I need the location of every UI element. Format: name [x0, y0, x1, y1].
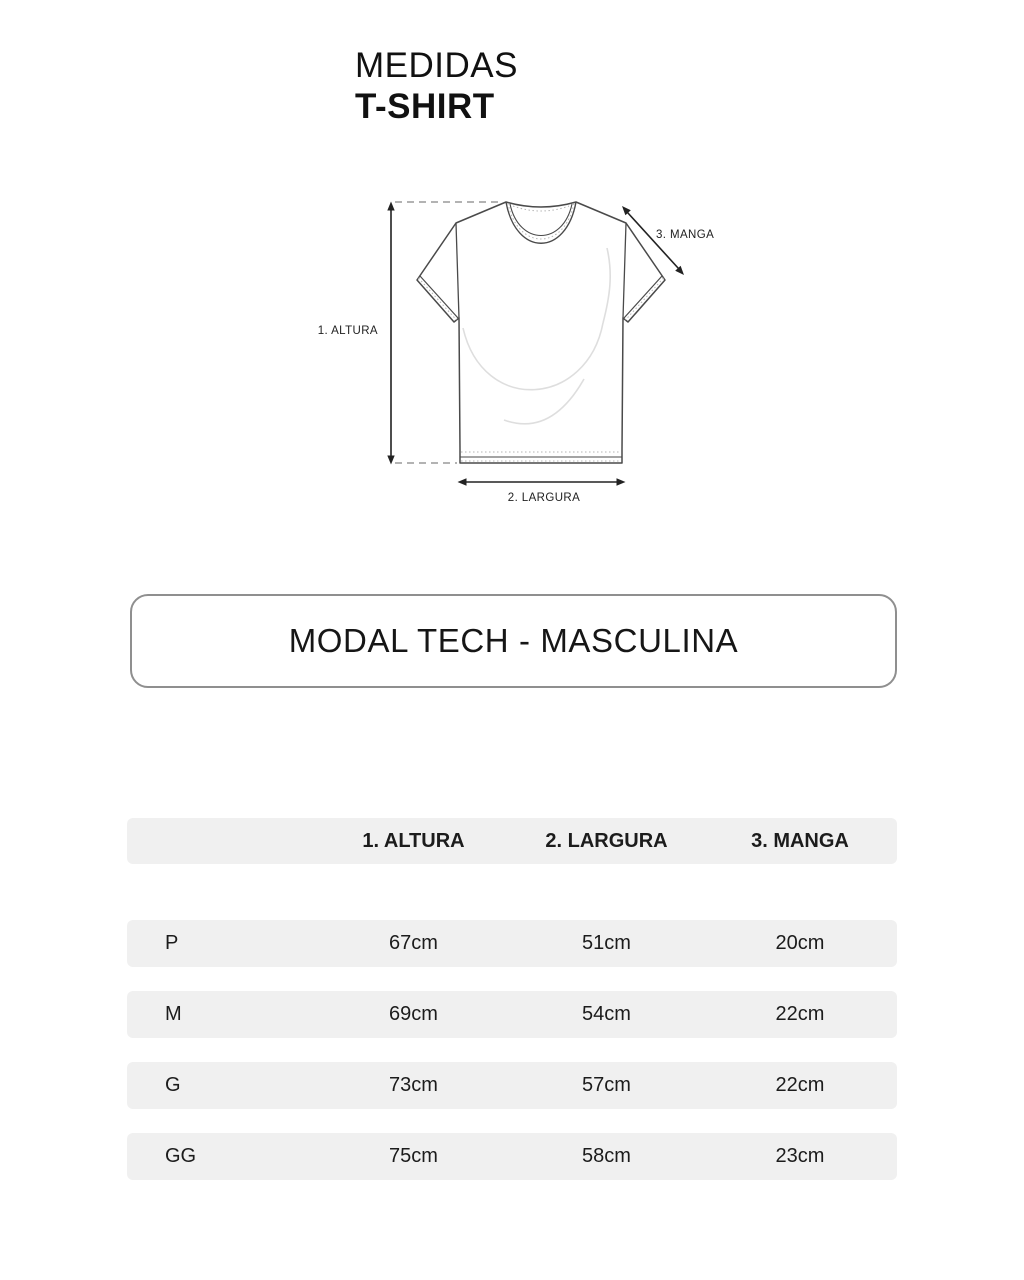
header-altura-cell: 1. ALTURA — [362, 829, 465, 852]
size-table — [127, 818, 897, 1180]
largura-value: 51cm — [582, 932, 631, 954]
manga-value: 22cm — [775, 1074, 825, 1096]
tshirt-measurement-diagram — [300, 180, 730, 510]
tshirt-body-outline — [417, 202, 665, 463]
title-tshirt: T-SHIRT — [355, 87, 495, 126]
altura-value: 67cm — [389, 932, 438, 954]
table-row-p — [127, 920, 897, 967]
size-label: GG — [165, 1145, 197, 1167]
page-title — [355, 45, 518, 127]
altura-value: 73cm — [389, 1074, 438, 1096]
table-row-gg — [127, 1133, 897, 1180]
manga-value: 22cm — [775, 1003, 825, 1025]
altura-value: 69cm — [389, 1003, 438, 1025]
manga-value: 23cm — [775, 1145, 825, 1167]
title-medidas: MEDIDAS — [355, 46, 518, 85]
manga-label: 3. MANGA — [656, 229, 715, 241]
product-name: MODAL TECH - MASCULINA — [288, 622, 739, 659]
altura-label: 1. ALTURA — [317, 325, 378, 337]
size-label: P — [165, 932, 179, 954]
largura-arrow — [458, 478, 626, 485]
header-largura-cell: 2. LARGURA — [545, 829, 668, 852]
altura-value: 75cm — [389, 1145, 438, 1167]
size-table-header-row — [127, 818, 897, 864]
product-name-box — [130, 594, 897, 688]
largura-value: 57cm — [582, 1074, 631, 1096]
largura-value: 54cm — [582, 1003, 631, 1025]
manga-value: 20cm — [775, 932, 825, 954]
tshirt-drawing — [417, 202, 665, 463]
table-row-m — [127, 991, 897, 1038]
table-row-g — [127, 1062, 897, 1109]
header-manga-cell: 3. MANGA — [751, 829, 849, 852]
largura-value: 58cm — [582, 1145, 631, 1167]
size-label: G — [165, 1074, 181, 1096]
largura-label: 2. LARGURA — [507, 492, 581, 504]
size-label: M — [165, 1003, 182, 1025]
